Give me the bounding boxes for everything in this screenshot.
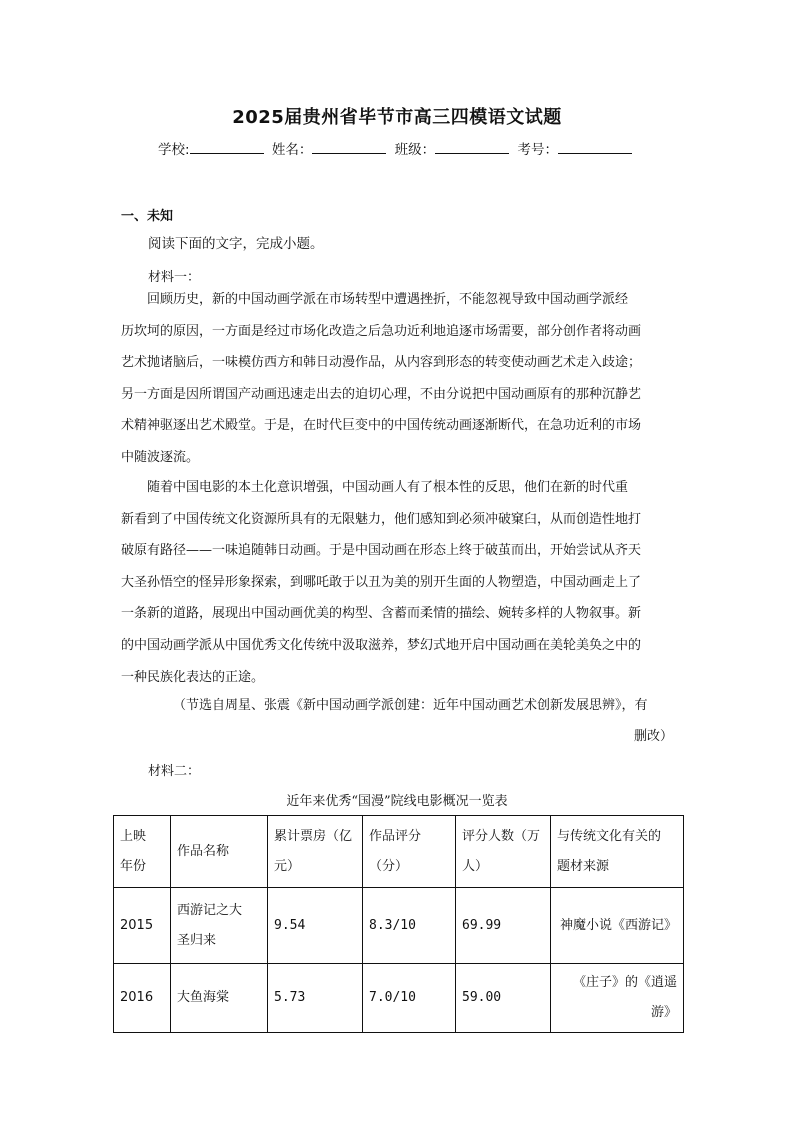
paragraph-line: 一条新的道路，展现出中国动画优美的构型、含蓄而柔情的描绘、婉转多样的人物叙事。新 xyxy=(121,606,642,622)
header-cell-score: 作品评分 （分） xyxy=(363,816,456,888)
table-caption: 近年来优秀“国漫”院线电影概况一览表 xyxy=(286,794,508,809)
cell-raters: 59.00 xyxy=(456,964,551,1033)
paragraph-line: 随着中国电影的本土化意识增强，中国动画人有了根本性的反思，他们在新的时代重 xyxy=(147,480,629,495)
paragraph-line: 破原有路径——一味追随韩日动画。于是中国动画在形态上终于破茧而出，开始尝试从齐天 xyxy=(121,543,642,559)
paragraph-line: 中随波逐流。 xyxy=(121,449,200,465)
exam-number-blank[interactable] xyxy=(558,139,632,154)
header-cell-year: 上映 年份 xyxy=(114,816,171,888)
cell-raters: 69.99 xyxy=(456,888,551,964)
section-heading: 一、未知 xyxy=(121,209,174,224)
paragraph-line: 的中国动画学派从中国优秀文化传统中汲取滋养，梦幻式地开启中国动画在美轮美奂之中的 xyxy=(121,637,642,653)
class-label: 班级： xyxy=(394,142,436,158)
table-row xyxy=(114,888,684,964)
class-blank[interactable] xyxy=(435,139,509,154)
cell-box-office: 9.54 xyxy=(268,888,363,964)
cell-score: 7.0/10 xyxy=(363,964,456,1033)
exam-title: 2025届贵州省毕节市高三四模语文试题 xyxy=(232,107,562,128)
film-overview-table xyxy=(113,815,684,1033)
name-blank[interactable] xyxy=(312,139,386,154)
table-row xyxy=(114,964,684,1033)
paragraph-two xyxy=(121,472,673,693)
cell-title: 西游记之大 圣归来 xyxy=(171,888,268,964)
cell-year: 2015 xyxy=(114,888,171,964)
cell-score: 8.3/10 xyxy=(363,888,456,964)
name-label: 姓名： xyxy=(271,142,313,158)
school-blank[interactable] xyxy=(190,139,264,154)
source-citation xyxy=(121,690,673,752)
paragraph-line: 艺术抛诸脑后，一味模仿西方和韩日动漫作品，从内容到形态的转变使动画艺术走入歧途； xyxy=(121,355,642,371)
paragraph-line: 新看到了中国传统文化资源所具有的无限魅力，他们感知到必须冲破窠臼，从而创造性地打 xyxy=(121,511,642,527)
header-cell-title: 作品名称 xyxy=(171,816,268,888)
header-cell-box-office: 累计票房（亿 元） xyxy=(268,816,363,888)
material-two-label: 材料二： xyxy=(148,764,201,779)
paragraph-line: 回顾历史，新的中国动画学派在市场转型中遭遇挫折，不能忽视导致中国动画学派经 xyxy=(147,292,629,307)
citation-line: 删改） xyxy=(633,729,673,744)
header-cell-raters: 评分人数（万 人） xyxy=(456,816,551,888)
paragraph-one xyxy=(121,284,673,474)
cell-box-office: 5.73 xyxy=(268,964,363,1033)
paragraph-line: 一种民族化表达的正途。 xyxy=(121,669,265,685)
citation-line: （节选自周星、张震《新中国动画学派创建：近年中国动画艺术创新发展思辨》，有 xyxy=(173,698,648,713)
cell-year: 2016 xyxy=(114,964,171,1033)
material-one-label: 材料一： xyxy=(148,270,201,285)
paragraph-line: 另一方面是因所谓国产动画迅速走出去的迫切心理，不由分说把中国动画原有的那种沉静艺 xyxy=(121,386,642,402)
table-header-row xyxy=(114,816,684,888)
header-cell-source: 与传统文化有关的 题材来源 xyxy=(551,816,684,888)
instruction-text: 阅读下面的文字，完成小题。 xyxy=(148,236,324,252)
cell-title: 大鱼海棠 xyxy=(171,964,268,1033)
school-label: 学校: xyxy=(158,142,190,158)
paragraph-line: 大圣孙悟空的怪异形象探索，到哪吒敢于以丑为美的别开生面的人物塑造，中国动画走上了 xyxy=(121,574,642,590)
exam-number-label: 考号： xyxy=(517,142,558,158)
cell-source: 神魔小说《西游记》 xyxy=(551,888,684,964)
paragraph-line: 历坎坷的原因，一方面是经过市场化改造之后急功近利地追逐市场需要，部分创作者将动画 xyxy=(121,323,642,339)
paragraph-line: 术精神驱逐出艺术殿堂。于是，在时代巨变中的中国传统动画逐渐断代，在急功近利的市场 xyxy=(121,418,642,434)
student-info-fields xyxy=(0,138,794,158)
cell-source: 《庄子》的《逍遥游》 xyxy=(551,964,684,1033)
